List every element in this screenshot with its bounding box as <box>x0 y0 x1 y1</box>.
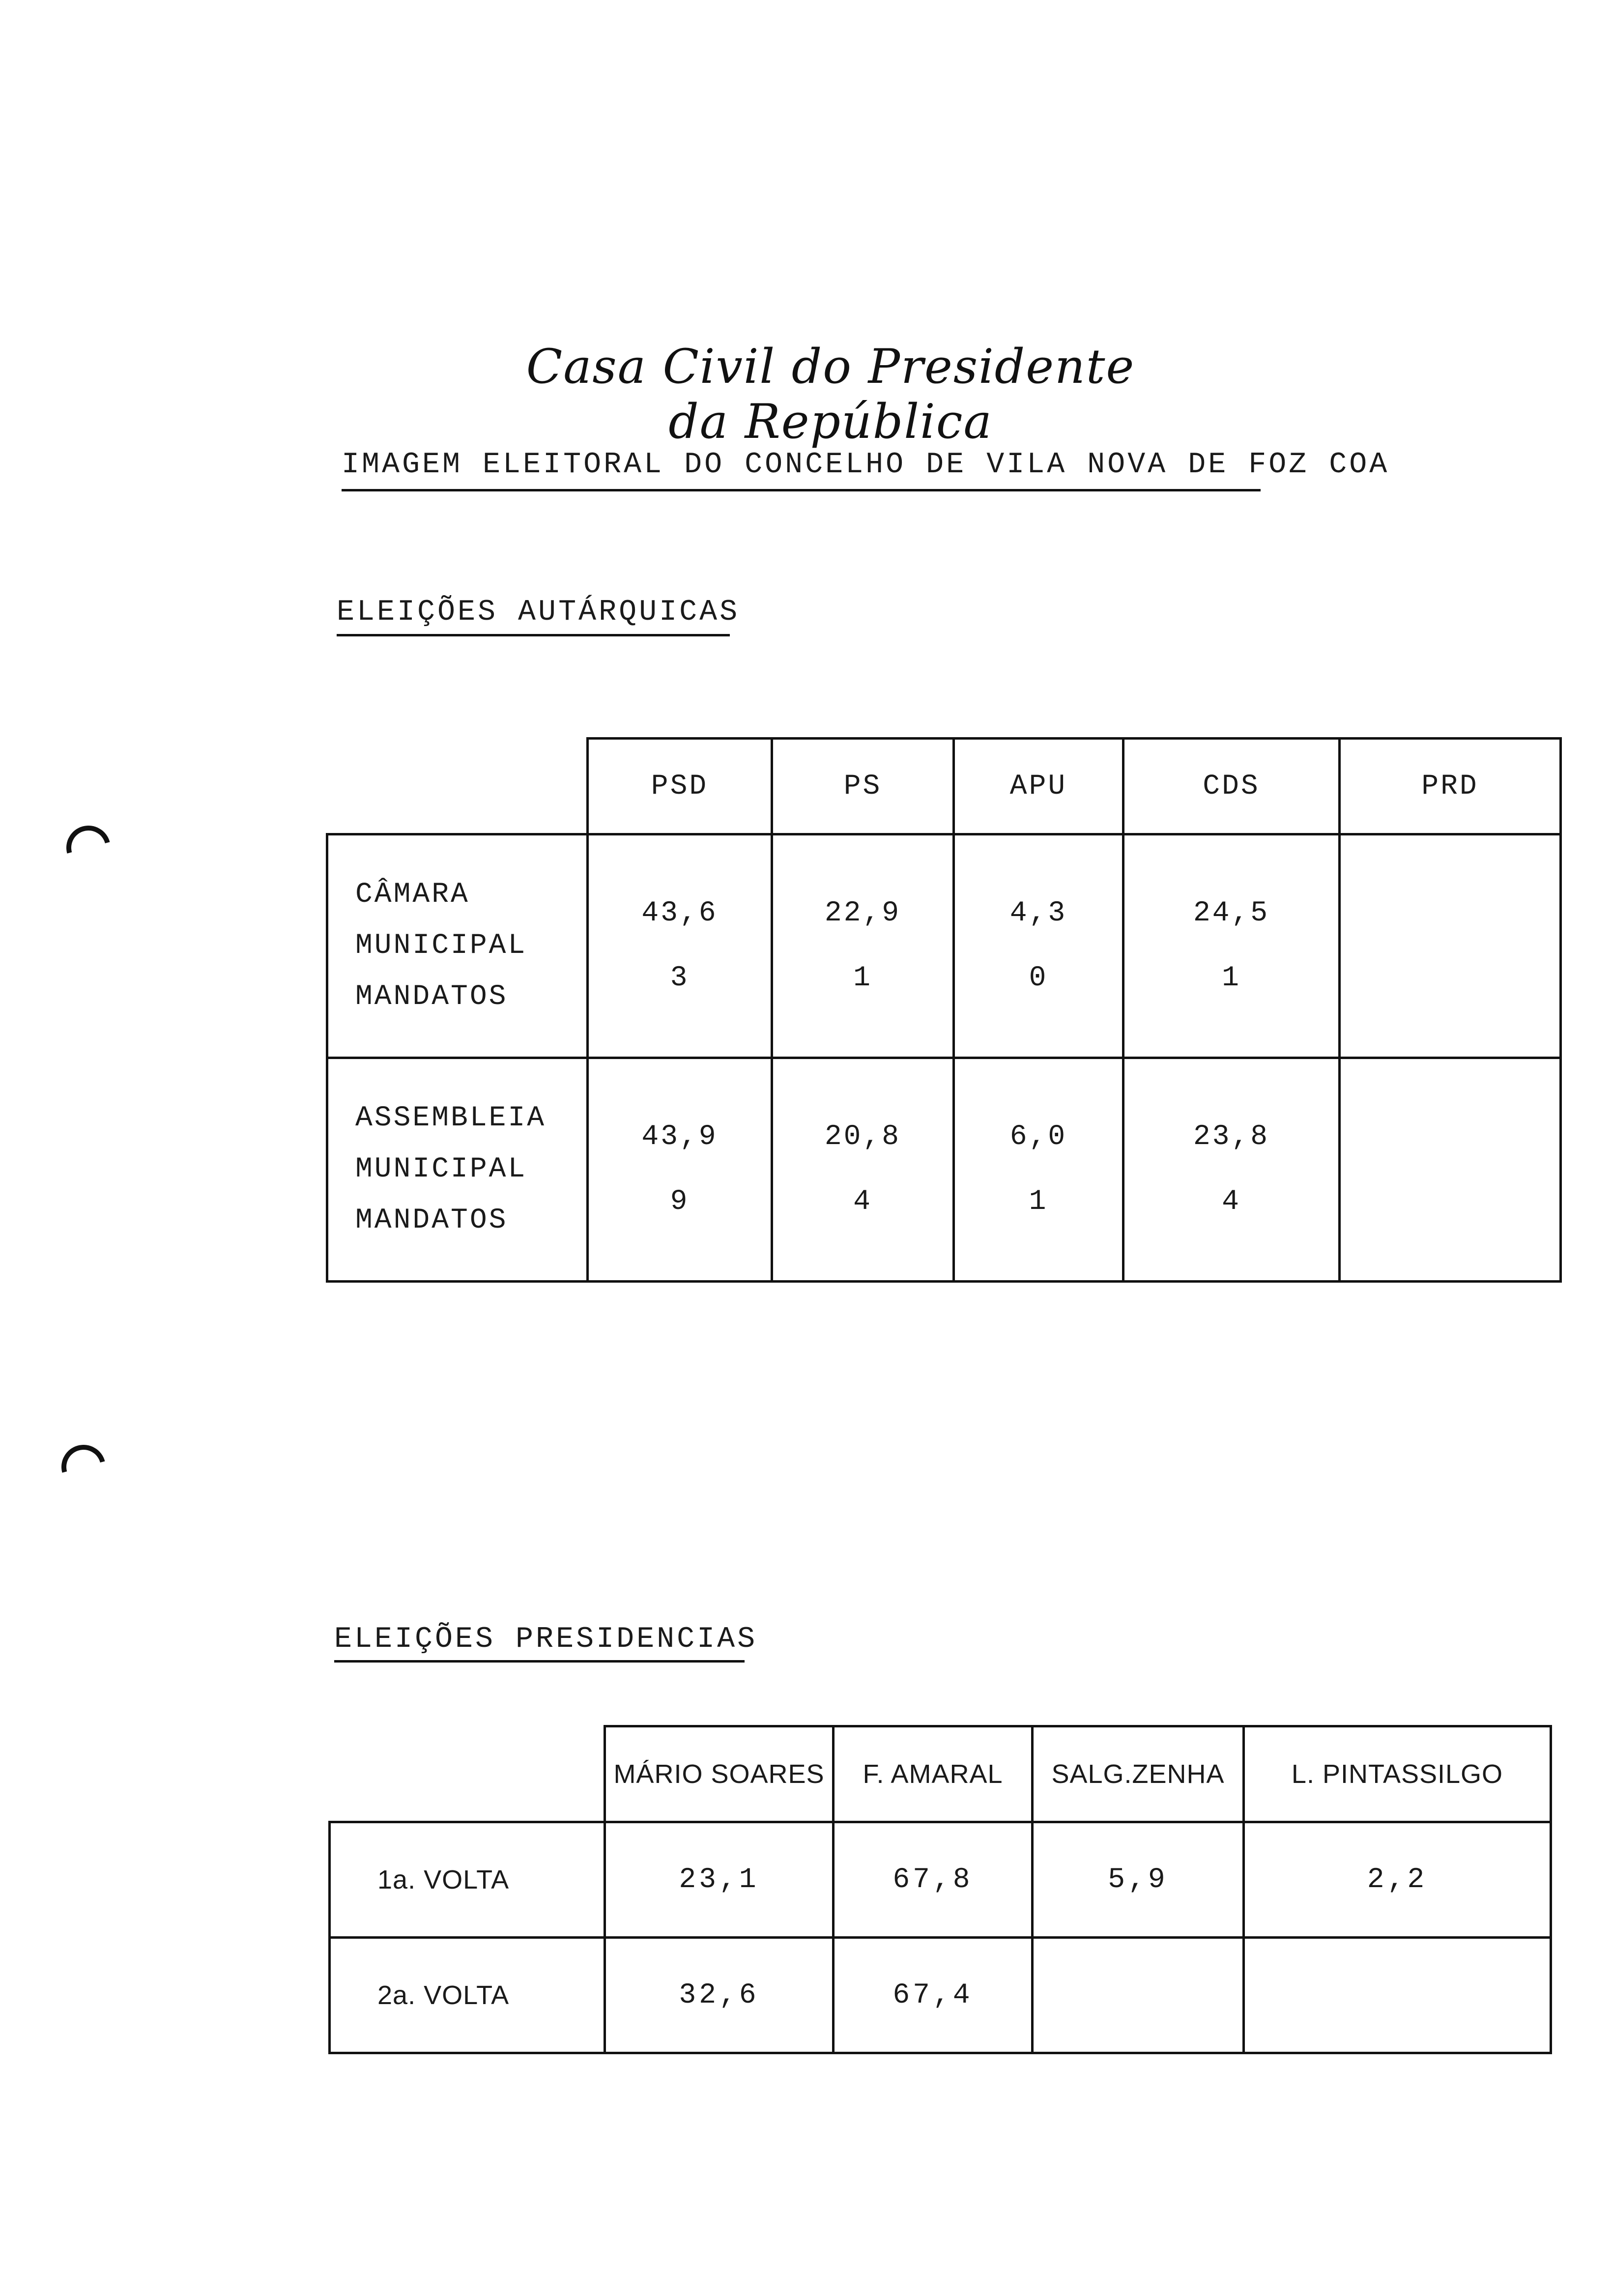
title-underline <box>342 489 1261 491</box>
row-label-line: MANDATOS <box>355 1205 508 1236</box>
row-label: 2a. VOLTA <box>330 1938 605 2053</box>
table-cell: 2,2 <box>1244 1822 1551 1938</box>
mandatos-value: 9 <box>670 1186 690 1218</box>
mandatos-value <box>1341 946 1559 1011</box>
row-label-line: MANDATOS <box>355 981 508 1013</box>
mandatos-value: 1 <box>1029 1186 1048 1218</box>
mandatos-value: 4 <box>1222 1186 1241 1218</box>
punch-hole-mark <box>58 818 119 878</box>
mandatos-value: 0 <box>1029 962 1048 994</box>
table-cell <box>954 1058 1123 1282</box>
table-cell: 5,9 <box>1033 1822 1244 1938</box>
table-cell: 32,6 <box>605 1938 834 2053</box>
mandatos-value: 1 <box>1222 962 1241 994</box>
row-label-line: MUNICIPAL <box>355 930 527 962</box>
table-row <box>327 834 1561 1058</box>
row-label-line: ASSEMBLEIA <box>355 1102 547 1134</box>
column-header: PS <box>772 739 954 834</box>
table-cell: 67,4 <box>834 1938 1033 2053</box>
table-cell <box>1123 834 1340 1058</box>
table-cell: 23,1 <box>605 1822 834 1938</box>
percent-value: 4,3 <box>1009 897 1067 929</box>
row-label-line: MUNICIPAL <box>355 1153 527 1185</box>
percent-value: 6,0 <box>1009 1121 1067 1153</box>
section-heading-presidenciais: ELEIÇÕES PRESIDENCIAS <box>334 1623 758 1656</box>
table-cell <box>1244 1938 1551 2053</box>
table-cell <box>772 834 954 1058</box>
row-label <box>327 834 588 1058</box>
table-row <box>330 1822 1551 1938</box>
table-cell <box>588 1058 772 1282</box>
row-label-line: CÂMARA <box>355 879 470 911</box>
table-cell <box>1033 1938 1244 2053</box>
corner-cell <box>330 1726 605 1822</box>
column-header: SALG.ZENHA <box>1033 1726 1244 1822</box>
percent-value: 24,5 <box>1193 897 1270 929</box>
table-cell <box>588 834 772 1058</box>
percent-value: 20,8 <box>824 1121 901 1153</box>
punch-hole-mark <box>54 1437 114 1497</box>
percent-value: 43,9 <box>641 1121 718 1153</box>
row-label: 1a. VOLTA <box>330 1822 605 1938</box>
mandatos-value <box>1341 1170 1559 1234</box>
table-cell <box>954 834 1123 1058</box>
percent-value: 23,8 <box>1193 1121 1270 1153</box>
table-row <box>330 1938 1551 2053</box>
column-header: APU <box>954 739 1123 834</box>
percent-value: 22,9 <box>824 897 901 929</box>
column-header: CDS <box>1123 739 1340 834</box>
percent-value: 43,6 <box>641 897 718 929</box>
presidenciais-table <box>328 1725 1552 2054</box>
column-header: L. PINTASSILGO <box>1244 1726 1551 1822</box>
column-header: F. AMARAL <box>834 1726 1033 1822</box>
column-header: PRD <box>1340 739 1561 834</box>
table-cell <box>772 1058 954 1282</box>
table-header-row <box>327 739 1561 834</box>
table-cell <box>1340 1058 1561 1282</box>
page-title: IMAGEM ELEITORAL DO CONCELHO DE VILA NOVA DE FOZ COA <box>342 448 1390 482</box>
mandatos-value: 4 <box>853 1186 872 1218</box>
section-underline <box>334 1660 745 1663</box>
column-header: MÁRIO SOARES <box>605 1726 834 1822</box>
corner-cell <box>327 739 588 834</box>
table-row <box>327 1058 1561 1282</box>
table-cell <box>1340 834 1561 1058</box>
letterhead: Casa Civil do Presidente da República <box>526 339 1135 449</box>
percent-value <box>1341 1105 1559 1170</box>
mandatos-value: 1 <box>853 962 872 994</box>
mandatos-value: 3 <box>670 962 690 994</box>
percent-value <box>1341 881 1559 946</box>
section-underline <box>337 634 730 636</box>
table-cell: 67,8 <box>834 1822 1033 1938</box>
autarquicas-table <box>326 737 1562 1283</box>
section-heading-autarquicas: ELEIÇÕES AUTÁRQUICAS <box>337 596 740 629</box>
row-label <box>327 1058 588 1282</box>
table-header-row <box>330 1726 1551 1822</box>
table-cell <box>1123 1058 1340 1282</box>
column-header: PSD <box>588 739 772 834</box>
